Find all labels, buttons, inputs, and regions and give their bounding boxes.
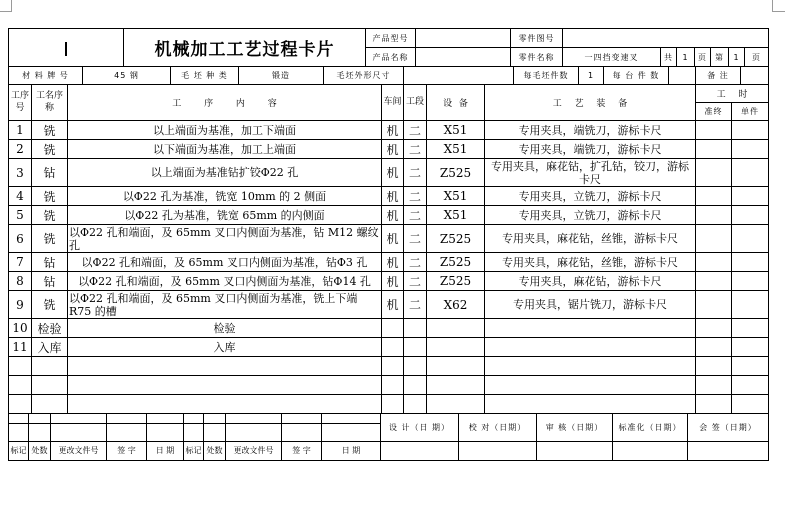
operation-row — [9, 187, 769, 206]
operation-row — [9, 121, 769, 140]
remark-label: 备 注 — [696, 67, 741, 84]
op-equipment: Z525 — [427, 159, 485, 187]
op-unit-time — [732, 253, 769, 272]
op-prep-time — [696, 140, 732, 159]
op-workshop: 机 — [382, 272, 404, 291]
op-no: 8 — [9, 272, 32, 291]
op-name: 钻 — [32, 159, 68, 187]
op-content: 以Φ22 孔和端面，及 65mm 叉口内侧面为基准，钻Φ14 孔 — [68, 272, 382, 291]
op-section: 二 — [404, 187, 427, 206]
col-time: 工 时 — [696, 85, 769, 103]
operation-row — [9, 338, 769, 357]
blank-row — [9, 395, 769, 414]
op-section: 二 — [404, 225, 427, 253]
op-unit-time — [732, 319, 769, 338]
op-workshop: 机 — [382, 187, 404, 206]
op-tooling: 专用夹具，端铣刀，游标卡尺 — [485, 121, 696, 140]
col-op-no: 工序号 — [9, 85, 32, 121]
op-unit-time — [732, 225, 769, 253]
op-name: 钻 — [32, 272, 68, 291]
op-name: 检验 — [32, 319, 68, 338]
product-model-value — [416, 29, 511, 48]
op-no: 11 — [9, 338, 32, 357]
op-content: 以Φ22 孔和端面，及 65mm 叉口内侧面为基准，钻 M12 螺纹孔 — [68, 225, 382, 253]
part-name-value: 一四挡变速叉 — [563, 48, 661, 67]
op-name: 铣 — [32, 140, 68, 159]
op-equipment: X51 — [427, 187, 485, 206]
sign-label: 签 字 — [107, 441, 147, 460]
op-equipment: Z525 — [427, 225, 485, 253]
op-tooling: 专用夹具，锯片铣刀，游标卡尺 — [485, 291, 696, 319]
date-label-2: 日 期 — [322, 441, 381, 460]
op-workshop: 机 — [382, 253, 404, 272]
op-equipment: X51 — [427, 140, 485, 159]
op-prep-time — [696, 121, 732, 140]
op-prep-time — [696, 225, 732, 253]
op-unit-time — [732, 140, 769, 159]
total-label: 共 — [661, 48, 677, 67]
revision-label-row — [9, 441, 769, 460]
op-tooling: 专用夹具，立铣刀，游标卡尺 — [485, 187, 696, 206]
countersign-signature: 会 签（日期） — [688, 414, 769, 441]
op-content: 以上端面为基准，加工下端面 — [68, 121, 382, 140]
standardize-signature: 标准化（日期） — [613, 414, 688, 441]
op-prep-time — [696, 291, 732, 319]
col-equipment: 设 备 — [427, 85, 485, 121]
op-name: 铣 — [32, 291, 68, 319]
page-label-2: 页 — [745, 48, 769, 67]
part-drawing-value — [563, 29, 769, 48]
op-content: 检验 — [68, 319, 382, 338]
op-content: 以Φ22 孔为基准，铣宽 65mm 的内侧面 — [68, 206, 382, 225]
material-row — [8, 67, 769, 85]
material-grade-value: 45 钢 — [83, 67, 171, 84]
op-prep-time — [696, 206, 732, 225]
part-name-label: 零件名称 — [511, 48, 563, 67]
op-name: 铣 — [32, 206, 68, 225]
design-signature: 设 计（日 期） — [381, 414, 459, 441]
col-content: 工 序 内 容 — [68, 85, 382, 121]
op-equipment: X51 — [427, 206, 485, 225]
signature-block — [8, 414, 769, 461]
proofread-signature: 校 对（日期） — [459, 414, 537, 441]
op-name: 铣 — [32, 187, 68, 206]
op-tooling: 专用夹具，立铣刀，游标卡尺 — [485, 206, 696, 225]
op-workshop: 机 — [382, 159, 404, 187]
change-doc-label: 更改文件号 — [51, 441, 107, 460]
op-workshop — [382, 338, 404, 357]
op-unit-time — [732, 206, 769, 225]
op-prep-time — [696, 319, 732, 338]
material-grade-label: 材 料 牌 号 — [9, 67, 83, 84]
op-workshop — [382, 319, 404, 338]
op-tooling: 专用夹具，麻花钻，扩孔钻，铰刀，游标卡尺 — [485, 159, 696, 187]
op-tooling: 专用夹具，麻花钻，丝锥，游标卡尺 — [485, 253, 696, 272]
op-section — [404, 338, 427, 357]
remark-value — [741, 67, 769, 84]
op-equipment: X51 — [427, 121, 485, 140]
current-label: 第 — [711, 48, 729, 67]
op-unit-time — [732, 187, 769, 206]
review-signature: 审 核（日期） — [537, 414, 613, 441]
logo-box — [9, 29, 124, 67]
op-prep-time — [696, 272, 732, 291]
operation-row — [9, 253, 769, 272]
pieces-per-blank-value: 1 — [579, 67, 604, 84]
op-workshop: 机 — [382, 225, 404, 253]
op-no: 4 — [9, 187, 32, 206]
op-name: 入库 — [32, 338, 68, 357]
op-unit-time — [732, 159, 769, 187]
op-workshop: 机 — [382, 140, 404, 159]
operation-row — [9, 291, 769, 319]
col-prep-time: 准终 — [696, 103, 732, 121]
op-prep-time — [696, 253, 732, 272]
card-header — [8, 28, 769, 67]
op-no: 10 — [9, 319, 32, 338]
op-section: 二 — [404, 159, 427, 187]
col-section: 工段 — [404, 85, 427, 121]
op-equipment — [427, 319, 485, 338]
op-content: 以上端面为基准钻扩铰Φ22 孔 — [68, 159, 382, 187]
operation-row — [9, 225, 769, 253]
op-unit-time — [732, 121, 769, 140]
blank-row — [9, 376, 769, 395]
op-no: 6 — [9, 225, 32, 253]
op-equipment: Z525 — [427, 253, 485, 272]
op-unit-time — [732, 291, 769, 319]
blank-size-value — [404, 67, 514, 84]
product-model-label: 产品型号 — [366, 29, 416, 48]
col-op-name: 工名序称 — [32, 85, 68, 121]
op-prep-time — [696, 338, 732, 357]
op-content: 以Φ22 孔为基准，铣宽 10mm 的 2 侧面 — [68, 187, 382, 206]
op-no: 7 — [9, 253, 32, 272]
blank-type-label: 毛 坯 种 类 — [171, 67, 239, 84]
product-name-value — [416, 48, 511, 67]
page-label: 页 — [695, 48, 711, 67]
blank-size-label: 毛坯外形尺寸 — [324, 67, 404, 84]
op-workshop: 机 — [382, 291, 404, 319]
op-no: 2 — [9, 140, 32, 159]
op-workshop: 机 — [382, 206, 404, 225]
op-content: 以Φ22 孔和端面，及 65mm 叉口内侧面为基准，铣上下端 R75 的槽 — [68, 291, 382, 319]
operation-row — [9, 206, 769, 225]
op-section: 二 — [404, 253, 427, 272]
mark-label: 标记 — [9, 441, 29, 460]
op-tooling — [485, 338, 696, 357]
op-section: 二 — [404, 140, 427, 159]
col-unit-time: 单件 — [732, 103, 769, 121]
op-section — [404, 319, 427, 338]
op-name: 钻 — [32, 253, 68, 272]
col-tooling: 工 艺 装 备 — [485, 85, 696, 121]
current-page: 1 — [729, 48, 745, 67]
pieces-per-unit-value — [669, 67, 696, 84]
page-title: 机械加工工艺过程卡片 — [124, 29, 366, 67]
part-drawing-label: 零件图号 — [511, 29, 563, 48]
count-label-2: 处数 — [204, 441, 226, 460]
date-label: 日 期 — [147, 441, 184, 460]
op-prep-time — [696, 159, 732, 187]
op-tooling: 专用夹具，麻花钻，游标卡尺 — [485, 272, 696, 291]
mark-label-2: 标记 — [184, 441, 204, 460]
op-equipment: X62 — [427, 291, 485, 319]
revision-blank-row — [9, 414, 769, 423]
op-no: 9 — [9, 291, 32, 319]
blank-row — [9, 357, 769, 376]
op-name: 铣 — [32, 121, 68, 140]
product-name-label: 产品名称 — [366, 48, 416, 67]
sign-label-2: 签 字 — [282, 441, 322, 460]
count-label: 处数 — [29, 441, 51, 460]
page-corner-mark — [772, 0, 785, 12]
op-section: 二 — [404, 272, 427, 291]
pieces-per-unit-label: 每 台 件 数 — [604, 67, 669, 84]
op-name: 铣 — [32, 225, 68, 253]
page-corner-mark — [0, 0, 12, 12]
op-tooling: 专用夹具，麻花钻，丝锥，游标卡尺 — [485, 225, 696, 253]
logo-mark — [65, 42, 67, 56]
process-card — [8, 28, 768, 461]
operation-row — [9, 140, 769, 159]
change-doc-label-2: 更改文件号 — [226, 441, 282, 460]
total-pages: 1 — [677, 48, 695, 67]
op-content: 以Φ22 孔和端面，及 65mm 叉口内侧面为基准，钻Φ3 孔 — [68, 253, 382, 272]
blank-type-value: 锻造 — [239, 67, 324, 84]
op-tooling: 专用夹具，端铣刀，游标卡尺 — [485, 140, 696, 159]
op-content: 入库 — [68, 338, 382, 357]
op-content: 以下端面为基准，加工上端面 — [68, 140, 382, 159]
operation-row — [9, 159, 769, 187]
op-no: 1 — [9, 121, 32, 140]
col-workshop: 车间 — [382, 85, 404, 121]
op-equipment — [427, 338, 485, 357]
pieces-per-blank-label: 每毛坯件数 — [514, 67, 579, 84]
op-unit-time — [732, 338, 769, 357]
operation-row — [9, 272, 769, 291]
op-section: 二 — [404, 121, 427, 140]
op-section: 二 — [404, 291, 427, 319]
op-unit-time — [732, 272, 769, 291]
op-no: 5 — [9, 206, 32, 225]
op-prep-time — [696, 187, 732, 206]
op-workshop: 机 — [382, 121, 404, 140]
operations-table — [8, 85, 769, 415]
op-no: 3 — [9, 159, 32, 187]
op-equipment: Z525 — [427, 272, 485, 291]
op-section: 二 — [404, 206, 427, 225]
operation-row — [9, 319, 769, 338]
op-tooling — [485, 319, 696, 338]
